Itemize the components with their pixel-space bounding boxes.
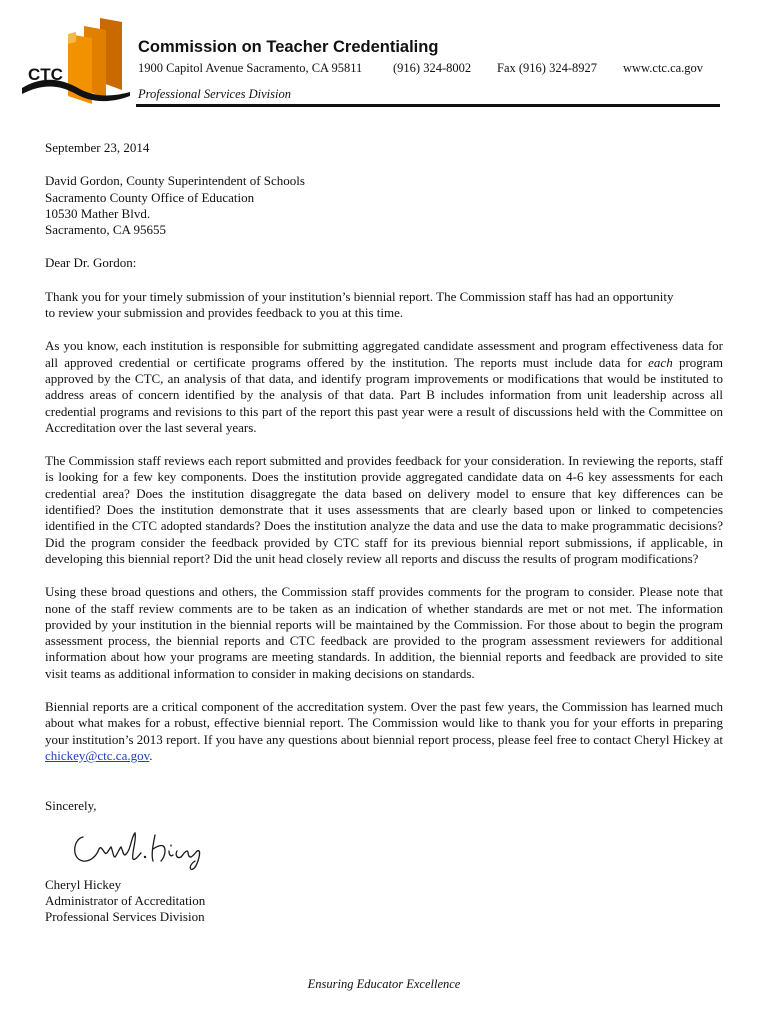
recipient-line: 10530 Mather Blvd. — [45, 205, 151, 221]
signature-image — [65, 815, 215, 873]
recipient-line: David Gordon, County Superintendent of Schools — [45, 173, 305, 189]
letter-date: September 23, 2014 — [45, 140, 150, 155]
recipient-line: Sacramento County Office of Education — [45, 189, 255, 205]
header-rule — [136, 104, 720, 107]
paragraph-4: Using these broad questions and others, the Commission staff provides comments for the program to consider. Please note that none of the staff review comments are to be taken as an indication of whether standards are met or not met. The information provided by your institution in the biennial reports will be maintained by the Commission. For those about to begin the program assessment process, the biennial reports and CTC feedback are provided to the program assessment reviewers for additional information about how your programs are meeting standards. In addition, the biennial reports and feedback are provided to site visit teams as additional information to consider in making decisions on standards. — [45, 584, 723, 681]
paragraph-2-text-a: As you know, each institution is responsible for submitting aggregated candidate assessment and program effectiveness data for all approved credential or certificate programs offered by the institution. The reports must include data for — [45, 338, 723, 370]
email-link[interactable]: chickey@ctc.ca.gov — [45, 747, 150, 763]
salutation: Dear Dr. Gordon: — [45, 255, 137, 271]
paragraph-1 — [45, 289, 723, 322]
paragraph-2-emphasis: each — [648, 354, 673, 370]
signer-division: Professional Services Division — [45, 909, 205, 925]
division-name: Professional Services Division — [138, 87, 291, 101]
letter-body — [45, 140, 723, 926]
letterhead — [0, 0, 768, 110]
address: 1900 Capitol Avenue Sacramento, CA 95811 — [138, 61, 363, 75]
paragraph-3: The Commission staff reviews each report submitted and provides feedback for your consideration. In reviewing the reports, staff is looking for a few key components. Does the institution provide aggregated candidate data on 4-6 key assessments for each credential area? Does the institution disaggregate the data based on delivery model to ensure that key differences can be identified? Does the institution demonstrate that it uses assessments that are clearly based upon or linked to competencies identified in the CTC adopted standards? Does the institution analyze the data and use the data to make programmatic decisions? Did the program consider the feedback provided by CTC staff for its previous biennial report submissions, if applicable, in developing this biennial report? Did the unit head closely review all reports and discuss the results of program modifications? — [45, 453, 723, 566]
paragraph-1-line-2: to review your submission and provides feedback to you at this time. — [45, 305, 404, 321]
signer-title: Administrator of Accreditation — [45, 893, 206, 909]
ctc-logo — [22, 16, 138, 108]
website: www.ctc.ca.gov — [623, 61, 704, 75]
paragraph-5-text: Biennial reports are a critical component of the accreditation system. Over the past few years, the Commission has learned much about what makes for a robust, effective biennial report. The Commission would like to thank you for your efforts in preparing your institution’s 2013 report. If you have any questions about biennial report process, please feel free to contact Cheryl Hickey at — [45, 699, 723, 747]
paragraph-2-text-b: program approved by the CTC, an analysis of that data, and identify program improvements or modifications that would be instituted to address areas of concern identified by the analysis of that data. Part B includes information from unit leadership across all credential programs and revisions to this part of the report this past year were a result of discussions held with the Committee on Accreditation over the last several years. — [45, 354, 723, 435]
paragraph-1-line-1: Thank you for your timely submission of your institution’s biennial report. The Commission staff has had an opportunity — [45, 288, 674, 304]
recipient-line: Sacramento, CA 95655 — [45, 222, 166, 238]
paragraph-5-end: . — [149, 747, 153, 763]
org-name: Commission on Teacher Credentialing — [138, 38, 439, 56]
closing: Sincerely, — [45, 798, 97, 814]
logo-text: CTC — [28, 65, 63, 84]
signer-block — [45, 877, 723, 926]
footer-motto: Ensuring Educator Excellence — [307, 977, 461, 991]
signer-name: Cheryl Hickey — [45, 876, 122, 892]
phone: (916) 324-8002 — [393, 61, 472, 75]
fax: Fax (916) 324-8927 — [497, 61, 597, 75]
paragraph-5 — [45, 699, 723, 764]
paragraph-2 — [45, 338, 723, 436]
recipient-address — [45, 173, 723, 238]
